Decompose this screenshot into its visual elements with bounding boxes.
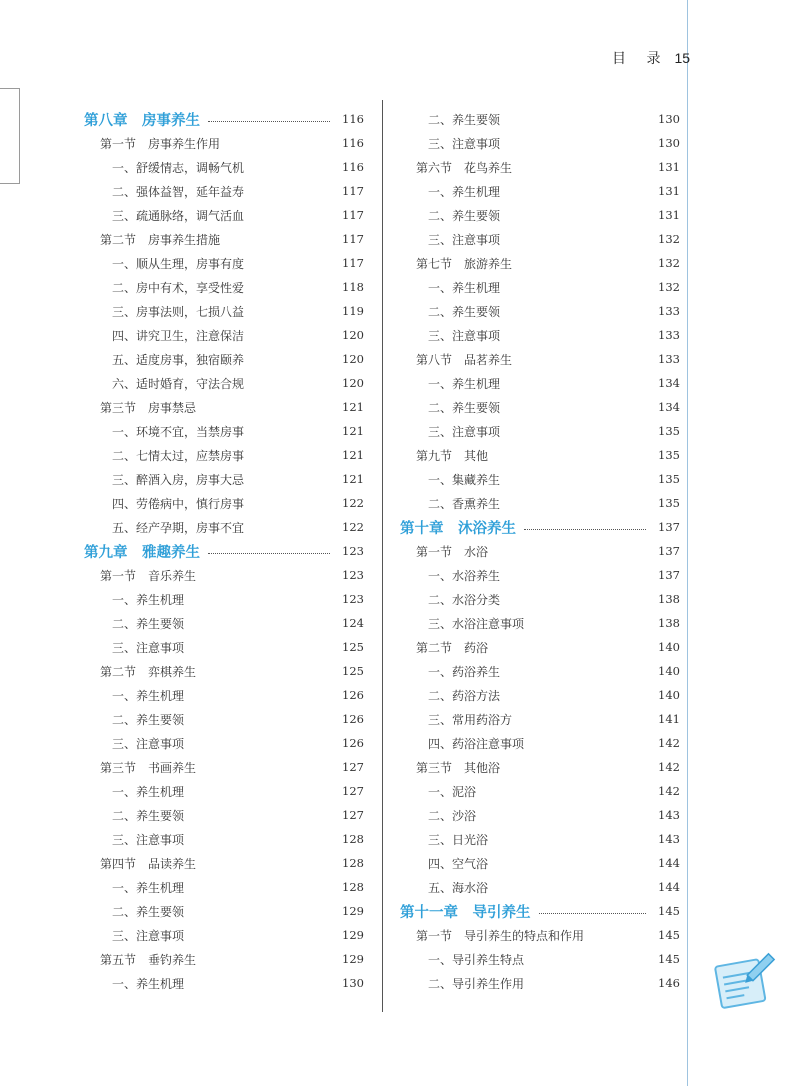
toc-page-number: 142: [658, 784, 680, 798]
toc-item-title: 一、养生机理: [112, 976, 185, 991]
toc-page-number: 131: [658, 208, 680, 222]
toc-page-number: 142: [658, 760, 680, 774]
toc-item-title: 三、醉酒入房，房事大忌: [112, 472, 245, 487]
toc-item-title: 二、房中有术，享受性爱: [112, 280, 245, 295]
toc-page-number: 121: [342, 448, 364, 462]
toc-page-number: 143: [658, 808, 680, 822]
header-label: 目 录: [612, 51, 669, 67]
toc-item[interactable]: [400, 851, 680, 875]
toc-chapter[interactable]: [400, 515, 680, 539]
toc-page-number: 120: [342, 352, 364, 366]
toc-item-title: 三、注意事项: [428, 328, 501, 343]
page-number: 15: [674, 50, 691, 66]
toc-page-number: 121: [342, 400, 364, 414]
toc-page-number: 129: [342, 928, 364, 942]
toc-item-title: 二、养生要领: [428, 112, 501, 127]
toc-item[interactable]: [400, 683, 680, 707]
toc-item-title: 二、水浴分类: [428, 592, 501, 607]
toc-item-title: 一、导引养生特点: [428, 952, 525, 967]
left-thumb-tab: [0, 88, 20, 184]
toc-section[interactable]: [84, 659, 364, 683]
toc-item-title: 三、常用药浴方: [428, 712, 513, 727]
toc-page-number: 121: [342, 424, 364, 438]
toc-item[interactable]: [84, 635, 364, 659]
toc-section-title: 第二节 药浴: [416, 640, 489, 655]
toc-section-title: 第七节 旅游养生: [416, 256, 513, 271]
toc-page-number: 121: [342, 472, 364, 486]
toc-item-title: 一、养生机理: [112, 784, 185, 799]
toc-right-column: [400, 107, 680, 995]
toc-page-number: 140: [658, 664, 680, 678]
toc-item[interactable]: [84, 347, 364, 371]
toc-item[interactable]: [84, 587, 364, 611]
toc-page-number: 134: [658, 400, 680, 414]
toc-item-title: 二、药浴方法: [428, 688, 501, 703]
toc-item[interactable]: [84, 875, 364, 899]
toc-item-title: 一、集藏养生: [428, 472, 501, 487]
toc-item-title: 一、养生机理: [112, 880, 185, 895]
toc-item-title: 一、养生机理: [112, 688, 185, 703]
toc-item-title: 三、水浴注意事项: [428, 616, 525, 631]
toc-item-title: 二、养生要领: [112, 808, 185, 823]
toc-chapter-title: 第八章 房事养生: [84, 112, 200, 129]
toc-page-number: 135: [658, 496, 680, 510]
toc-item-title: 三、注意事项: [112, 736, 185, 751]
toc-section-title: 第九节 其他: [416, 448, 489, 463]
toc-item-title: 三、注意事项: [428, 136, 501, 151]
toc-page-number: 125: [342, 640, 364, 654]
toc-section-title: 第一节 音乐养生: [100, 568, 197, 583]
toc-item-title: 六、适时婚育，守法合规: [112, 376, 245, 391]
toc-section[interactable]: [400, 443, 680, 467]
toc-item[interactable]: [400, 131, 680, 155]
toc-section[interactable]: [84, 851, 364, 875]
toc-item-title: 五、经产孕期，房事不宜: [112, 520, 245, 535]
toc-page-number: 117: [342, 184, 364, 198]
toc-item[interactable]: [84, 467, 364, 491]
toc-section-title: 第二节 弈棋养生: [100, 664, 197, 679]
toc-section[interactable]: [84, 395, 364, 419]
toc-item[interactable]: [400, 731, 680, 755]
right-margin-rule: [687, 0, 688, 1086]
toc-item[interactable]: [84, 779, 364, 803]
toc-section[interactable]: [84, 755, 364, 779]
toc-section-title: 第八节 品茗养生: [416, 352, 513, 367]
toc-section-title: 第一节 房事养生作用: [100, 136, 221, 151]
toc-item[interactable]: [84, 827, 364, 851]
toc-item[interactable]: [400, 107, 680, 131]
toc-item[interactable]: [400, 947, 680, 971]
toc-section-title: 第二节 房事养生措施: [100, 232, 221, 247]
toc-item[interactable]: [84, 491, 364, 515]
toc-page-number: 137: [658, 520, 680, 534]
toc-section[interactable]: [84, 947, 364, 971]
dot-leader: [539, 913, 647, 914]
toc-item[interactable]: [400, 227, 680, 251]
toc-section[interactable]: [400, 251, 680, 275]
toc-item[interactable]: [400, 323, 680, 347]
toc-page-number: 122: [342, 496, 364, 510]
toc-item[interactable]: [400, 179, 680, 203]
toc-page-number: 140: [658, 640, 680, 654]
toc-page-number: 130: [658, 112, 680, 126]
toc-page-number: 126: [342, 736, 364, 750]
toc-page-number: 132: [658, 256, 680, 270]
toc-page-number: 145: [658, 928, 680, 942]
toc-item-title: 三、注意事项: [112, 928, 185, 943]
toc-page-number: 132: [658, 232, 680, 246]
toc-item-title: 三、疏通脉络，调气活血: [112, 208, 245, 223]
toc-item[interactable]: [84, 899, 364, 923]
page-header: [612, 48, 690, 68]
toc-page-number: 145: [658, 904, 680, 918]
toc-page-number: 128: [342, 880, 364, 894]
toc-item[interactable]: [400, 419, 680, 443]
toc-page-number: 135: [658, 448, 680, 462]
toc-item-title: 三、注意事项: [428, 424, 501, 439]
toc-item[interactable]: [400, 563, 680, 587]
toc-section[interactable]: [400, 755, 680, 779]
toc-page-number: 138: [658, 616, 680, 630]
toc-page-number: 128: [342, 856, 364, 870]
toc-page-number: 145: [658, 952, 680, 966]
toc-item[interactable]: [84, 251, 364, 275]
toc-item[interactable]: [400, 371, 680, 395]
toc-item-title: 五、适度房事，独宿颐养: [112, 352, 245, 367]
toc-item[interactable]: [400, 395, 680, 419]
toc-item[interactable]: [84, 371, 364, 395]
toc-item-title: 四、药浴注意事项: [428, 736, 525, 751]
toc-left-column: [84, 107, 364, 995]
toc-page-number: 116: [342, 112, 364, 126]
toc-chapter-title: 第十一章 导引养生: [400, 904, 531, 921]
toc-page-number: 123: [342, 568, 364, 582]
toc-item[interactable]: [400, 611, 680, 635]
toc-item-title: 三、房事法则，七损八益: [112, 304, 245, 319]
toc-section[interactable]: [84, 227, 364, 251]
toc-item[interactable]: [84, 731, 364, 755]
toc-page-number: 134: [658, 376, 680, 390]
toc-item-title: 三、注意事项: [112, 640, 185, 655]
toc-item-title: 一、药浴养生: [428, 664, 501, 679]
toc-item-title: 四、劳倦病中，慎行房事: [112, 496, 245, 511]
toc-item-title: 一、泥浴: [428, 784, 477, 799]
toc-item[interactable]: [84, 323, 364, 347]
toc-section-title: 第五节 垂钓养生: [100, 952, 197, 967]
toc-page-number: 133: [658, 352, 680, 366]
toc-section[interactable]: [84, 563, 364, 587]
toc-item-title: 二、养生要领: [428, 208, 501, 223]
toc-page-number: 126: [342, 688, 364, 702]
toc-page-number: 133: [658, 328, 680, 342]
toc-page-number: 127: [342, 784, 364, 798]
toc-item[interactable]: [84, 155, 364, 179]
toc-item[interactable]: [84, 707, 364, 731]
toc-page-number: 135: [658, 424, 680, 438]
toc-page-number: 116: [342, 136, 364, 150]
toc-chapter[interactable]: [84, 539, 364, 563]
toc-item[interactable]: [84, 299, 364, 323]
toc-section[interactable]: [400, 155, 680, 179]
toc-page-number: 129: [342, 952, 364, 966]
toc-item[interactable]: [84, 683, 364, 707]
toc-page-number: 120: [342, 376, 364, 390]
toc-item-title: 二、养生要领: [112, 904, 185, 919]
toc-page-number: 131: [658, 160, 680, 174]
toc-page-number: 131: [658, 184, 680, 198]
toc-item-title: 一、养生机理: [112, 592, 185, 607]
toc-section-title: 第一节 水浴: [416, 544, 489, 559]
toc-item-title: 一、顺从生理，房事有度: [112, 256, 245, 271]
toc-item[interactable]: [84, 443, 364, 467]
toc-item-title: 一、环境不宜，当禁房事: [112, 424, 245, 439]
toc-page-number: 132: [658, 280, 680, 294]
toc-item[interactable]: [400, 275, 680, 299]
toc-item[interactable]: [84, 275, 364, 299]
toc-chapter[interactable]: [84, 107, 364, 131]
toc-item-title: 三、日光浴: [428, 832, 489, 847]
toc-item[interactable]: [400, 875, 680, 899]
toc-page-number: 116: [342, 160, 364, 174]
toc-page-number: 143: [658, 832, 680, 846]
toc-section[interactable]: [84, 131, 364, 155]
toc-item[interactable]: [400, 587, 680, 611]
toc-page-number: 122: [342, 520, 364, 534]
toc-section-title: 第三节 书画养生: [100, 760, 197, 775]
toc-page-number: 126: [342, 712, 364, 726]
toc-item[interactable]: [84, 971, 364, 995]
toc-item-title: 一、养生机理: [428, 280, 501, 295]
toc-page-number: 130: [658, 136, 680, 150]
toc-item-title: 二、养生要领: [428, 304, 501, 319]
toc-item-title: 四、讲究卫生，注意保洁: [112, 328, 245, 343]
toc-section-title: 第六节 花鸟养生: [416, 160, 513, 175]
toc-item-title: 一、水浴养生: [428, 568, 501, 583]
toc-item[interactable]: [400, 299, 680, 323]
toc-page-number: 144: [658, 880, 680, 894]
toc-page-number: 117: [342, 232, 364, 246]
toc-section[interactable]: [400, 635, 680, 659]
toc-page-number: 137: [658, 544, 680, 558]
toc-item-title: 一、养生机理: [428, 184, 501, 199]
toc-section-title: 第四节 品读养生: [100, 856, 197, 871]
toc-section[interactable]: [400, 923, 680, 947]
toc-page-number: 125: [342, 664, 364, 678]
toc-item[interactable]: [84, 419, 364, 443]
toc-item-title: 一、养生机理: [428, 376, 501, 391]
toc-page-number: 133: [658, 304, 680, 318]
toc-section-title: 第三节 其他浴: [416, 760, 501, 775]
toc-item-title: 三、注意事项: [428, 232, 501, 247]
toc-section-title: 第一节 导引养生的特点和作用: [416, 928, 585, 943]
toc-page-number: 127: [342, 760, 364, 774]
toc-item-title: 二、养生要领: [428, 400, 501, 415]
toc-item-title: 二、香熏养生: [428, 496, 501, 511]
toc-page-number: 117: [342, 256, 364, 270]
toc-section[interactable]: [400, 539, 680, 563]
toc-page-number: 120: [342, 328, 364, 342]
toc-page-number: 141: [658, 712, 680, 726]
toc-item[interactable]: [400, 803, 680, 827]
toc-page-number: 128: [342, 832, 364, 846]
toc-item[interactable]: [84, 923, 364, 947]
toc-item[interactable]: [84, 803, 364, 827]
toc-section-title: 第三节 房事禁忌: [100, 400, 197, 415]
toc-item-title: 二、七情太过，应禁房事: [112, 448, 245, 463]
toc-item[interactable]: [400, 203, 680, 227]
toc-item[interactable]: [400, 659, 680, 683]
toc-item-title: 一、舒缓情志，调畅气机: [112, 160, 245, 175]
toc-item[interactable]: [400, 491, 680, 515]
toc-page-number: 140: [658, 688, 680, 702]
toc-item[interactable]: [400, 827, 680, 851]
toc-item[interactable]: [84, 203, 364, 227]
toc-item-title: 二、强体益智，延年益寿: [112, 184, 245, 199]
toc-item[interactable]: [400, 467, 680, 491]
toc-item-title: 五、海水浴: [428, 880, 489, 895]
dot-leader: [208, 121, 330, 122]
toc-item[interactable]: [400, 971, 680, 995]
toc-item[interactable]: [84, 179, 364, 203]
toc-chapter-title: 第九章 雅趣养生: [84, 544, 200, 561]
toc-item-title: 三、注意事项: [112, 832, 185, 847]
toc-item-title: 二、养生要领: [112, 712, 185, 727]
toc-page-number: 118: [342, 280, 364, 294]
toc-page-number: 127: [342, 808, 364, 822]
toc-chapter-title: 第十章 沐浴养生: [400, 520, 516, 537]
toc-item[interactable]: [84, 611, 364, 635]
toc-page-number: 144: [658, 856, 680, 870]
dot-leader: [208, 553, 330, 554]
dot-leader: [524, 529, 646, 530]
toc-page-number: 117: [342, 208, 364, 222]
toc-page-number: 137: [658, 568, 680, 582]
toc-page-number: 135: [658, 472, 680, 486]
toc-page-number: 129: [342, 904, 364, 918]
toc-page-number: 138: [658, 592, 680, 606]
toc-page-number: 124: [342, 616, 364, 630]
column-divider: [382, 100, 383, 1012]
toc-page-number: 119: [342, 304, 364, 318]
toc-page-number: 130: [342, 976, 364, 990]
toc-item[interactable]: [400, 779, 680, 803]
notepad-pencil-icon: [712, 950, 776, 1014]
toc-chapter[interactable]: [400, 899, 680, 923]
toc-item-title: 二、沙浴: [428, 808, 477, 823]
toc-item[interactable]: [84, 515, 364, 539]
toc-item[interactable]: [400, 707, 680, 731]
toc-page-number: 123: [342, 592, 364, 606]
toc-page-number: 146: [658, 976, 680, 990]
toc-page-number: 142: [658, 736, 680, 750]
toc-page-number: 123: [342, 544, 364, 558]
toc-item-title: 二、导引养生作用: [428, 976, 525, 991]
toc-section[interactable]: [400, 347, 680, 371]
toc-item-title: 二、养生要领: [112, 616, 185, 631]
toc-item-title: 四、空气浴: [428, 856, 489, 871]
